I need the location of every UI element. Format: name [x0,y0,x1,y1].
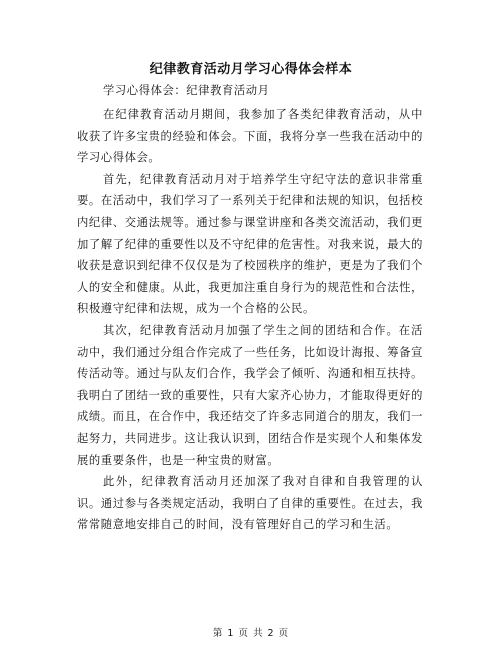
document-body [77,104,423,536]
page-number-footer: 第 1 页 共 2 页 [212,628,290,639]
paragraph: 其次，纪律教育活动月加强了学生之间的团结和合作。在活动中，我们通过分组合作完成了一些任务，比如设计海报、筹备宣传活动等。通过与队友们合作，我学会了倾听、沟通和相互扶持。我明白了团结一致的重要性，只有大家齐心协力，才能取得更好的成绩。而且，在合作中，我还结交了许多志同道合的朋友，我们一起努力，共同进步。这让我认识到，团结合作是实现个人和集体发展的重要条件，也是一种宝贵的财富。 [77,323,423,467]
paragraph: 在纪律教育活动月期间，我参加了各类纪律教育活动，从中收获了许多宝贵的经验和体会。下面，我将分享一些我在活动中的学习心得体会。 [77,108,423,165]
paragraph: 首先，纪律教育活动月对于培养学生守纪守法的意识非常重要。在活动中，我们学习了一系列关于纪律和法规的知识，包括校内纪律、交通法规等。通过参与课堂讲座和各类交流活动，我们更加了解了纪律的重要性以及不守纪律的危害性。对我来说，最大的收获是意识到纪律不仅仅是为了校园秩序的维护，更是为了我们个人的安全和健康。从此，我更加注重自身行为的规范性和合法性，积极遵守纪律和法规，成为一个合格的公民。 [77,172,423,316]
document-title: 纪律教育活动月学习心得体会样本 [149,62,353,77]
paragraph: 此外，纪律教育活动月还加深了我对自律和自我管理的认识。通过参与各类规定活动，我明白了自律的重要性。在过去，我常常随意地安排自己的时间，没有管理好自己的学习和生活。 [77,475,423,532]
document-subtitle: 学习心得体会：纪律教育活动月 [103,84,270,97]
